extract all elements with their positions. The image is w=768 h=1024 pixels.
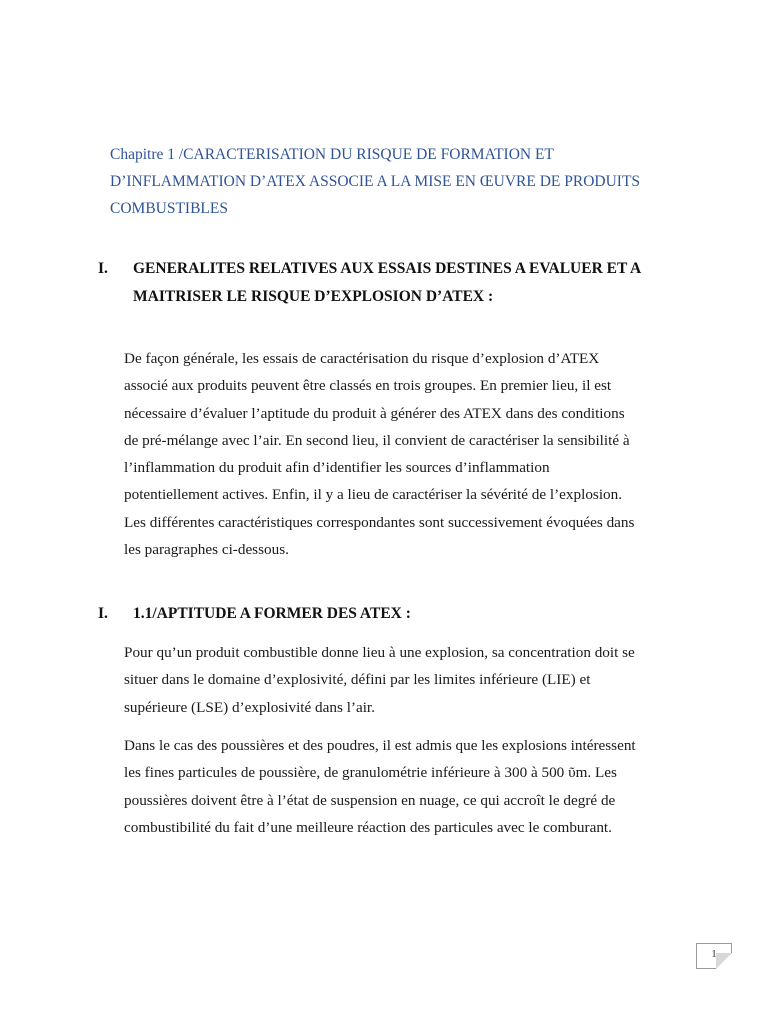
section-number-1: I. bbox=[98, 260, 108, 277]
page-number-box bbox=[696, 943, 732, 969]
chapter-title: Chapitre 1 /CARACTERISATION DU RISQUE DE FORMATION ET D’INFLAMMATION D’ATEX ASSOCIE A LA MISE EN ŒUVRE DE PRODUITS COMBUSTIBLES bbox=[110, 146, 641, 217]
section-heading-text-1: GENERALITES RELATIVES AUX ESSAIS DESTINES A EVALUER ET A MAITRISER LE RISQUE D’EXPLOSION D’ATEX : bbox=[133, 260, 641, 305]
section-heading-2 bbox=[98, 600, 658, 628]
section-heading-text-2: 1.1/APTITUDE A FORMER DES ATEX : bbox=[133, 605, 411, 622]
section-number-2: I. bbox=[98, 605, 108, 622]
section-heading-1 bbox=[98, 255, 658, 310]
page-number: 1 bbox=[711, 948, 717, 960]
section-2-paragraph-2: Dans le cas des poussières et des poudres, il est admis que les explosions intéressent les fines particules de poussière, de granulométrie inférieure à 300 à 500 ῦm. Les poussières doivent être à l’état de suspension en nuage, ce qui accroît le degré de combustibilité du fait d’une meilleure réaction des particules avec le comburant. bbox=[124, 737, 636, 836]
section-2-paragraph-1: Pour qu’un produit combustible donne lieu à une explosion, sa concentration doit se situer dans le domaine d’explosivité, défini par les limites inférieure (LIE) et supérieure (LSE) d’explosivité dans l’air. bbox=[124, 644, 635, 716]
section-1-paragraph-1: De façon générale, les essais de caractérisation du risque d’explosion d’ATEX associé aux produits peuvent être classés en trois groupes. En premier lieu, il est nécessaire d’évaluer l’aptitude du produit à générer des ATEX dans des conditions de pré-mélange avec l’air. En second lieu, il convient de caractériser la sensibilité à l’inflammation du produit afin d’identifier les sources d’inflammation potentiellement actives. Enfin, il y a lieu de caractériser la sévérité de l’explosion. Les différentes caractéristiques correspondantes sont successivement évoquées dans les paragraphes ci-dessous. bbox=[124, 350, 635, 559]
